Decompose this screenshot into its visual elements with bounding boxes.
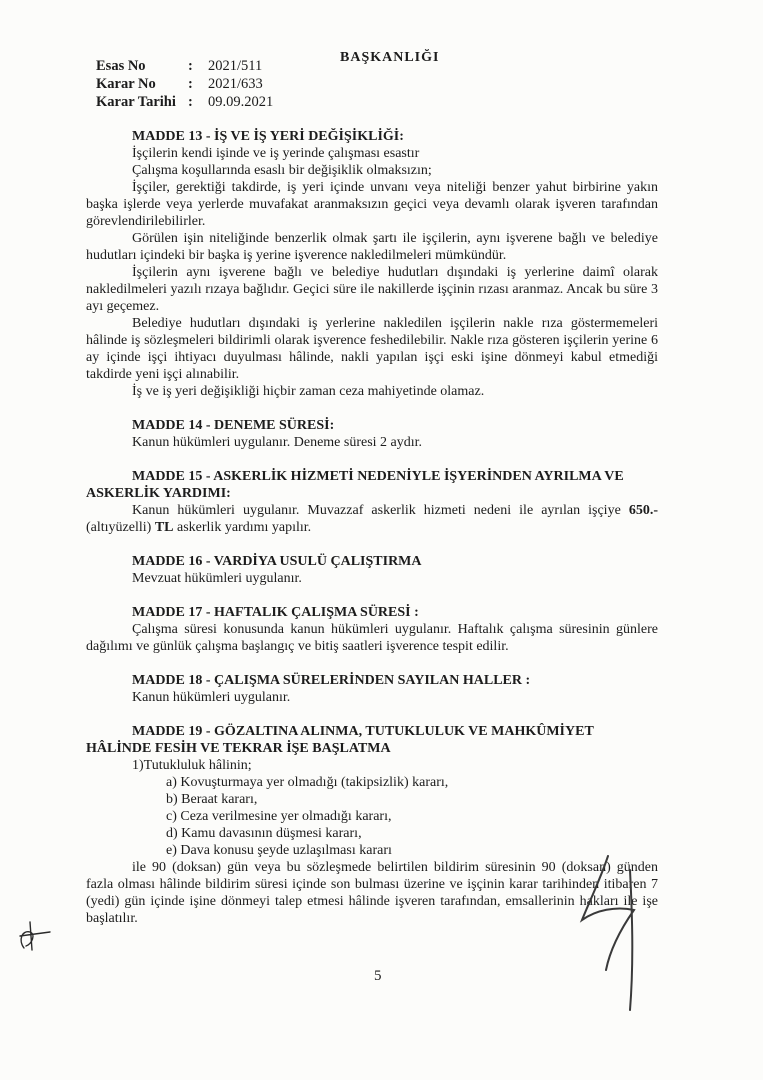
meta-colon: : [188,76,193,92]
margin-initials-scribble [16,918,56,954]
paragraph: Kanun hükümleri uygulanır. [132,690,291,705]
amount: 650.- [628,503,658,518]
paragraph: İşçiler, gerektiği takdirde, iş yeri içinde unvanı veya niteliği benzer yahut birbirine yakın başka işlerde veya yerlerde muvafakat aranmaksızın geçici veya devamlı olarak işveren tarafından görevlendirilebilirler. [86,180,658,229]
text-run: askerlik yardımı yapılır. [173,520,312,535]
list-item: b) Beraat kararı, [166,792,258,807]
meta-row-karar [96,75,273,93]
list-item: c) Ceza verilmesine yer olmadığı kararı, [166,809,392,824]
paragraph: ile 90 (doksan) gün veya bu sözleşmede belirtilen bildirim süresinin 90 (doksan) günden fazla olması hâlinde bildirim süresi içinde son bulması üzerine ve işçinin karar tarihinden itibaren 7 (yedi) gün içinde işine dönmeyi talep etmesi hâlinde işveren tarafından, emsallerinin hakları ile işe başlatılır. [86,860,658,926]
meta-row-tarih [96,93,273,111]
paragraph: İşçilerin kendi işinde ve iş yerinde çalışması esastır [132,146,420,161]
article-13-title: MADDE 13 - İŞ VE İŞ YERİ DEĞİŞİKLİĞİ: [132,129,404,144]
paragraph: Görülen işin niteliğinde benzerlik olmak şartı ile işçilerin, aynı işverene bağlı ve belediye hudutları içindeki bir başka iş yerine işverence nakledilmeleri mümkündür. [86,231,658,263]
article-15-title: MADDE 15 - ASKERLİK HİZMETİ NEDENİYLE İŞYERİNDEN AYRILMA VE ASKERLİK YARDIMI: [86,469,624,501]
meta-value: 2021/633 [208,76,263,92]
page-number: 5 [374,968,382,984]
paragraph: 1)Tutukluluk hâlinin; [132,758,252,773]
paragraph [86,502,658,536]
meta-value: 2021/511 [208,58,263,74]
text-run: (altıyüzelli) [86,520,155,535]
meta-colon: : [188,94,193,110]
text-run: Kanun hükümleri uygulanır. Muvazzaf askerlik hizmeti nedeni ile ayrılan işçiye [132,503,629,518]
paragraph: İşçilerin aynı işverene bağlı ve belediye hudutları dışındaki iş yerlerine daimî olarak nakledilmeleri yazılı rızaya bağlıdır. Geçici süre ile nakillerde işçinin rızası aranmaz. Ancak bu süre 3 ayı geçemez. [86,265,658,314]
meta-key: Karar No [96,76,156,92]
article-16-title: MADDE 16 - VARDİYA USULÜ ÇALIŞTIRMA [132,554,422,569]
list-item: d) Kamu davasının düşmesi kararı, [166,826,362,841]
meta-colon: : [188,58,193,74]
cut-header-text [340,44,450,64]
article-18-title: MADDE 18 - ÇALIŞMA SÜRELERİNDEN SAYILAN HALLER : [132,673,531,688]
meta-key: Esas No [96,58,146,74]
paragraph: Belediye hudutları dışındaki iş yerlerine nakledilen işçilerin nakle rıza göstermemeleri hâlinde iş sözleşmeleri bildirimli olarak işverence feshedilebilir. Nakle rıza gösteren işçilerin yerine 6 ay içinde işçi ihtiyacı duyulması hâlinde, nakli yapılan işçi eski işine dönmeyi kabul etmediği takdirde yeni işçi alınabilir. [86,316,658,382]
list-item: e) Dava konusu şeyde uzlaşılması kararı [166,843,392,858]
meta-row-esas [96,57,273,75]
paragraph: Mevzuat hükümleri uygulanır. [132,571,302,586]
meta-value: 09.09.2021 [208,94,274,110]
meta-key: Karar Tarihi [96,94,176,110]
list-item: a) Kovuşturmaya yer olmadığı (takipsizlik) kararı, [166,775,449,790]
case-metadata [96,57,273,111]
signature-scribble [560,850,650,1020]
article-14-title: MADDE 14 - DENEME SÜRESİ: [132,418,335,433]
document-body [86,120,658,927]
currency: TL [154,520,174,535]
paragraph: Çalışma koşullarında esaslı bir değişiklik olmaksızın; [132,163,432,178]
article-17-title: MADDE 17 - HAFTALIK ÇALIŞMA SÜRESİ : [132,605,419,620]
cut-header-label: BAŞKANLIĞI [340,50,440,64]
paragraph: Çalışma süresi konusunda kanun hükümleri uygulanır. Haftalık çalışma süresinin günlere dağılımı ve günlük çalışma başlangıç ve bitiş saatleri işverence tespit edilir. [86,622,658,654]
paragraph: İş ve iş yeri değişikliği hiçbir zaman ceza mahiyetinde olamaz. [132,384,485,399]
paragraph: Kanun hükümleri uygulanır. Deneme süresi 2 aydır. [132,435,423,450]
article-19-title: MADDE 19 - GÖZALTINA ALINMA, TUTUKLULUK VE MAHKÛMİYET HÂLİNDE FESİH VE TEKRAR İŞE BAŞLATMA [86,724,594,756]
